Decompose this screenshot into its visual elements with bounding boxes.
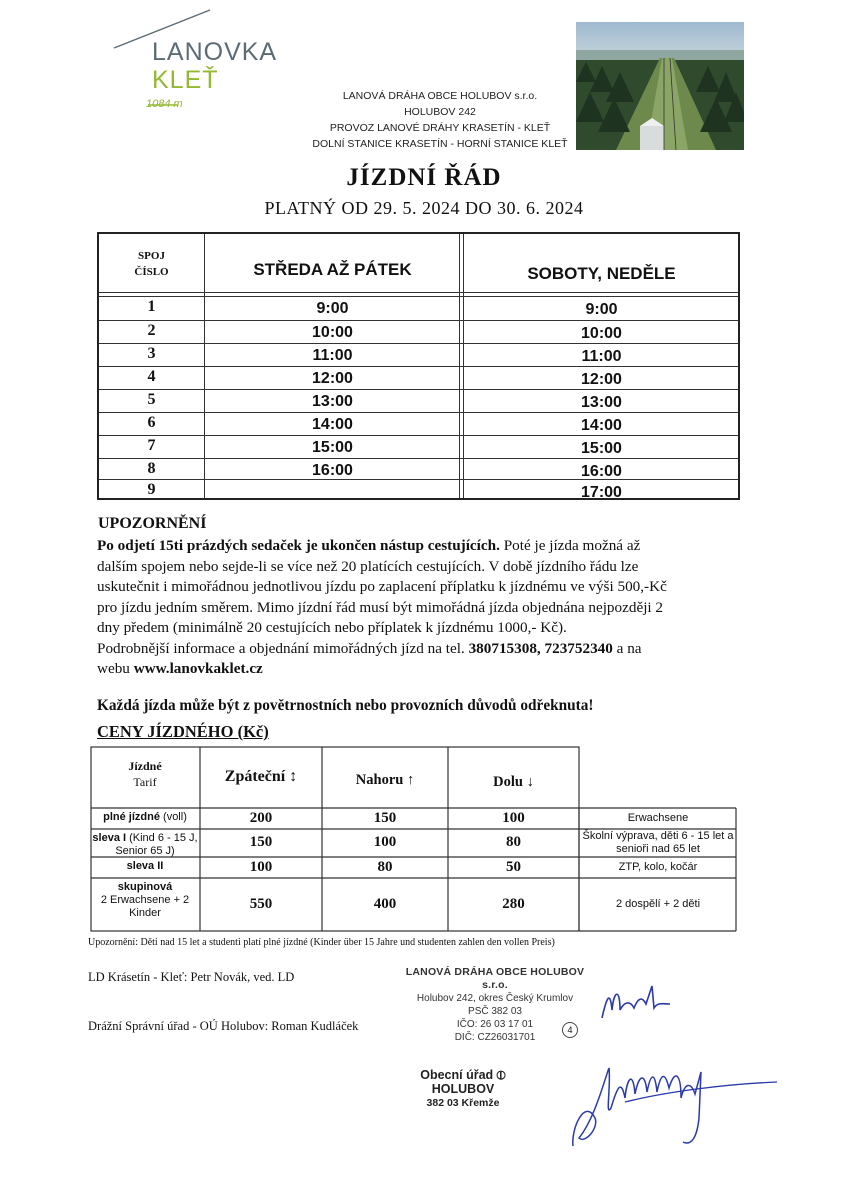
price-row-label (92, 860, 198, 873)
company-line: HOLUBOV 242 (404, 106, 476, 118)
column-header-return: Zpáteční ↕ (224, 768, 298, 785)
municipal-stamp (393, 1068, 533, 1110)
schedule-weekend-time: 15:00 (581, 440, 622, 457)
price-row-label-detail: (voll) (159, 811, 187, 823)
column-header-line: Tarif (133, 775, 157, 789)
company-header (280, 88, 600, 152)
website-link[interactable]: www.lanovkaklet.cz (133, 660, 263, 677)
schedule-weekend-time: 16:00 (581, 463, 622, 480)
price-down: 80 (506, 834, 521, 850)
stamp-line: Obecní úřad ⦶ (420, 1068, 506, 1082)
price-row-label-detail: (Kind 6 - 15 J, Senior 65 J) (115, 832, 198, 857)
page-title: JÍZDNÍ ŘÁD (346, 164, 502, 191)
price-down: 100 (502, 809, 525, 826)
schedule-weekend-time: 11:00 (581, 348, 622, 365)
price-return: 550 (249, 895, 273, 912)
schedule-weekday-time: 15:00 (312, 439, 353, 456)
notice-line: pro jízdu jedním směrem. Mimo jízdní řád musí být mimořádná jízda objednána nejpozději 2 (97, 598, 664, 616)
price-row-note: Školní výprava, děti 6 - 15 let a senioři nad 65 let (582, 830, 734, 855)
schedule-weekday-time: 10:00 (312, 324, 353, 341)
price-row-note: Erwachsene (627, 812, 689, 824)
price-row-label-bold: skupinová (117, 881, 173, 893)
price-row-label (92, 811, 198, 824)
price-footnote: Upozornění: Děti nad 15 let a studenti platí plné jízdné (Kinder über 15 Jahre und studenten zahlen den vollen Preis) (88, 937, 555, 948)
column-header-line: SPOJ (138, 250, 165, 262)
notice-heading: UPOZORNĚNÍ (98, 515, 207, 532)
stamp-number: 4 (562, 1022, 578, 1038)
ld-manager: LD Krásetín - Kleť: Petr Novák, ved. LD (88, 970, 295, 984)
logo-altitude: 1084 m (146, 98, 183, 110)
price-return: 200 (249, 809, 273, 826)
price-row-label-bold: sleva II (126, 860, 164, 872)
signature-kudlacek (565, 1058, 785, 1153)
schedule-weekday-time: 9:00 (316, 300, 349, 317)
logo (108, 8, 298, 118)
rail-authority: Drážní Správní úřad - OÚ Holubov: Roman Kudláček (88, 1019, 359, 1033)
stamp-title: LANOVÁ DRÁHA OBCE HOLUBOV s.r.o. (405, 966, 585, 991)
schedule-row-number: 5 (147, 391, 156, 408)
column-header-tarif (90, 758, 200, 790)
column-header-weekday: STŘEDA AŽ PÁTEK (253, 260, 412, 279)
price-return: 100 (249, 858, 273, 875)
cable-car-photo (576, 22, 744, 150)
schedule-row-number: 9 (147, 481, 156, 498)
notice-bold-lead: Po odjetí 15ti prázdých sedaček je ukončen nástup cestujících. (97, 537, 500, 554)
schedule-weekday-time: 12:00 (312, 370, 353, 387)
price-down: 50 (506, 858, 521, 875)
column-header-line: ČÍSLO (134, 266, 169, 278)
schedule-row-number: 3 (147, 345, 156, 362)
stamp-line: HOLUBOV (431, 1082, 495, 1096)
price-row-label-bold: plné jízdné (103, 811, 160, 823)
price-row-label (92, 832, 198, 858)
schedule-row-number: 6 (147, 414, 156, 431)
column-header-down: Dolu ↓ (493, 774, 534, 790)
stamp-address: Holubov 242, okres Český Krumlov (416, 993, 574, 1004)
stamp-psc: PSČ 382 03 (468, 1006, 522, 1017)
notice-line: a na (612, 639, 642, 657)
price-up: 100 (373, 834, 397, 850)
schedule-row-number: 7 (147, 437, 156, 454)
column-header-line: Jízdné (128, 759, 162, 773)
price-up: 150 (373, 809, 397, 826)
price-row-label-bold: sleva I (92, 832, 127, 844)
cancellation-warning: Každá jízda může být z povětrnostních nebo provozních důvodů odřeknuta! (97, 697, 594, 714)
notice-line: Podrobnější informace a objednání mimořádných jízd na tel. (97, 639, 469, 657)
schedule-weekday-time: 13:00 (312, 393, 353, 410)
schedule-weekend-time: 14:00 (581, 417, 622, 434)
notice-text (97, 536, 737, 680)
logo-word-lanovka: LANOVKA (152, 38, 278, 66)
schedule-weekend-time: 13:00 (581, 394, 622, 411)
schedule-table (97, 232, 740, 500)
company-line: DOLNÍ STANICE KRASETÍN - HORNÍ STANICE KLEŤ (312, 138, 568, 150)
company-line: PROVOZ LANOVÉ DRÁHY KRASETÍN - KLEŤ (329, 122, 551, 134)
signature-novak (596, 980, 676, 1030)
price-row-label (92, 881, 198, 920)
price-table (90, 746, 737, 932)
notice-line: webu (97, 660, 134, 677)
schedule-weekend-time: 9:00 (585, 301, 618, 318)
schedule-row-number: 1 (147, 298, 156, 315)
schedule-weekend-time: 12:00 (581, 371, 622, 388)
prices-heading: CENY JÍZDNÉHO (Kč) (97, 722, 269, 741)
schedule-weekday-time: 16:00 (312, 462, 353, 479)
column-header-up: Nahoru ↑ (355, 772, 415, 788)
logo-word-klet: KLEŤ (152, 66, 219, 94)
schedule-row-number: 8 (147, 460, 156, 477)
schedule-weekend-time: 10:00 (581, 325, 622, 342)
notice-line: dny předem (minimálně 20 cestujících nebo příplatek k jízdnému 1000,- Kč). (97, 619, 567, 636)
stamp-ico: IČO: 26 03 17 01 (456, 1019, 534, 1030)
schedule-row-number: 4 (147, 368, 156, 385)
schedule-row-number: 2 (147, 322, 156, 339)
stamp-dic: DIČ: CZ26031701 (454, 1032, 536, 1043)
price-up: 80 (377, 858, 393, 875)
stamp-line: 382 03 Křemže (426, 1097, 500, 1109)
price-down: 280 (502, 895, 525, 912)
price-up: 400 (373, 895, 397, 912)
phone-numbers: 380715308, 723752340 (468, 639, 613, 657)
price-row-note: ZTP, kolo, kočár (618, 861, 698, 873)
validity-period: PLATNÝ OD 29. 5. 2024 DO 30. 6. 2024 (264, 198, 584, 218)
schedule-weekend-time: 17:00 (581, 484, 622, 501)
landscape-photo-illustration (576, 22, 744, 150)
column-header-weekend: SOBOTY, NEDĚLE (527, 264, 676, 283)
notice-line: Poté je jízda možná až (499, 537, 641, 554)
column-header-spoj (99, 248, 204, 280)
notice-line: dalším spojem nebo sejde-li se více než 20 platících cestujících. V době jízdního řádu lze (97, 557, 639, 575)
price-row-label-detail: 2 Erwachsene + 2 Kinder (100, 894, 190, 919)
schedule-weekday-time: 14:00 (312, 416, 353, 433)
price-row-note: 2 dospělí + 2 děti (615, 898, 701, 910)
price-return: 150 (249, 834, 273, 850)
company-line: LANOVÁ DRÁHA OBCE HOLUBOV s.r.o. (342, 90, 538, 102)
notice-line: uskutečnit i mimořádnou jednotlivou jízdu po zaplacení příplatku k jízdnému ve výši 500,-Kč (97, 578, 667, 595)
schedule-weekday-time: 11:00 (312, 347, 353, 364)
